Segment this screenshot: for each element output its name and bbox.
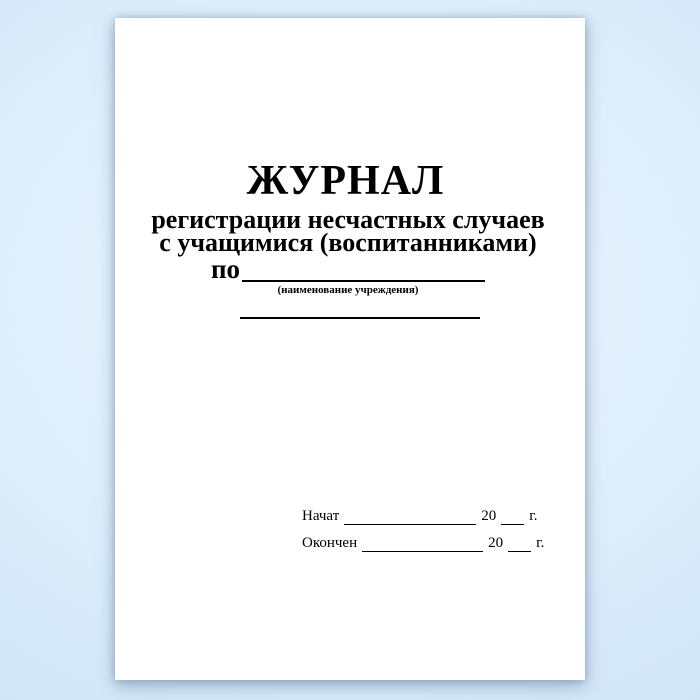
finished-date-fill-line <box>362 536 483 552</box>
started-date-fill-line <box>344 509 476 525</box>
started-year-prefix: 20 <box>481 508 497 524</box>
po-label: по <box>211 254 241 284</box>
journal-cover-page <box>115 18 585 680</box>
institution-name-fill-line-2 <box>240 317 480 319</box>
institution-caption: (наименование учреждения) <box>277 284 419 296</box>
finished-year-fill-line <box>508 536 531 552</box>
journal-subtitle-line1: регистрации несчастных случаев <box>151 205 545 234</box>
finished-label: Окончен <box>302 535 358 551</box>
finished-year-prefix: 20 <box>488 535 504 551</box>
journal-subtitle-line2: с учащимися (воспитанниками) <box>159 228 537 257</box>
started-date-row <box>302 507 537 525</box>
started-year-suffix: г. <box>529 508 538 524</box>
started-label: Начат <box>302 508 340 524</box>
finished-year-suffix: г. <box>536 535 545 551</box>
started-year-fill-line <box>501 509 524 525</box>
institution-name-fill-line <box>242 280 485 282</box>
journal-title: ЖУРНАЛ <box>246 158 445 204</box>
finished-date-row <box>302 534 544 552</box>
